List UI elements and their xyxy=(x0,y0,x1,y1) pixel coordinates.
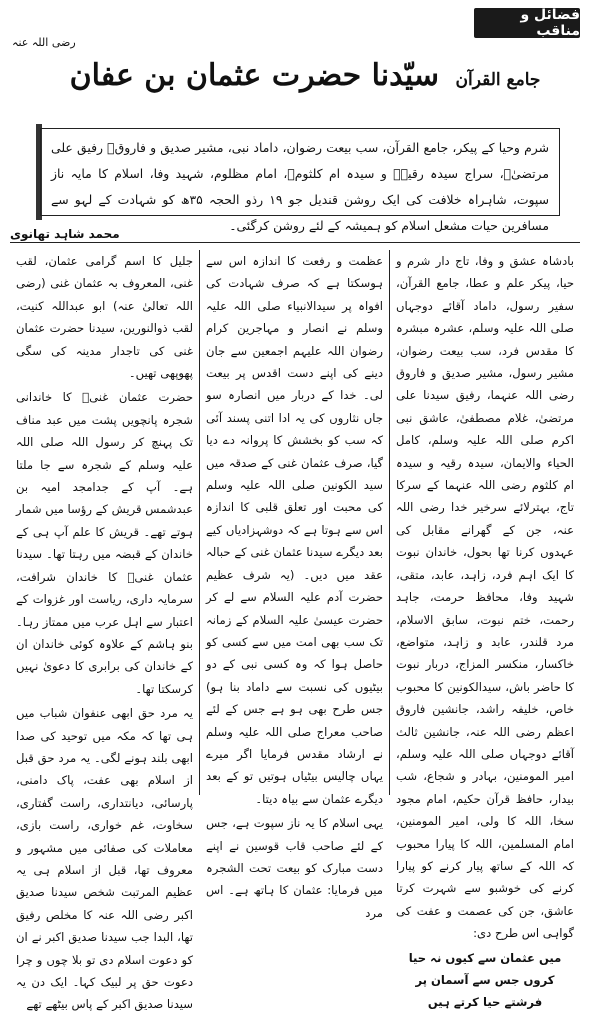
summary-box xyxy=(40,128,560,233)
article-verse: میں عثمان سے کیوں نہ حیا کروں جس سے آسمان پر فرشتے حیا کرتے ہیں xyxy=(408,950,562,1010)
article-column-1 xyxy=(390,250,580,1010)
summary-text: شرم وحیا کے پیکر، جامع القرآن، سب بیعت رضوان، داماد نبی، مشیر صدیق و فاروقؓ رفیق علی مرتضیٰؓ، سراج سیدہ رقیہؓ و سیدہ ام کلثومؓ، امام مظلوم، شہید وفا، اسلام کا مایہ ناز سپوت، شاہراہ خلافت کی ایک روشن قندیل جو ۱۹ رذو الحجہ ۳۵ھ کو شہادت کے لہو سے مسافرین حیات مشعل اسلام کو ہمیشہ کے لئے روشن کرگئی۔ xyxy=(51,140,550,233)
byline-divider xyxy=(10,242,580,243)
author-byline: محمد شاہد تھانوی xyxy=(10,227,120,241)
article-columns xyxy=(10,250,580,1012)
article-paragraph: جلیل کا اسم گرامی عثمان، لقب غنی، المعروف بہ عثمان غنی (رضی اللہ تعالیٰ عنہ) ابو عبداللہ کنیت، لقب ذوالنورین، سیدنا حضرت عثمان غنی کی تاجدار مدینہ کی سگی پھوپھی تھیں۔ xyxy=(16,254,193,381)
article-paragraph: حضرت عثمان غنیؓ کا خاندانی شجرہ پانچویں پشت میں عبد مناف تک پہنچ کر رسول اللہ صلی اللہ علیہ وسلم کے شجرہ سے جا ملتا ہے۔ آپ کے جدامجد امیہ بن عبدشمس قریش کے رؤسا میں شمار ہوتے تھے۔ قریش کا علم آپ ہی کے خاندان کے قبضہ میں رہتا تھا۔ سیدنا عثمان غنیؓ کا خاندان شرافت، سرمایہ داری، ریاست اور غزوات کے اعتبار سے اہل عرب میں ممتاز رہا۔ بنو ہاشم کے علاوہ کوئی خاندان ان کے خاندان کی برابری کا دعویٰ نہیں کرسکتا تھا۔ xyxy=(16,390,193,696)
article-paragraph: بادشاہ عشق و وفا، تاج دار شرم و حیا، پیکر علم و عطا، جامع القرآن، سفیر رسول، داماد آقائے دوجہاں صلی اللہ علیہ وسلم، عشرہ مبشرہ کا مقدس فرد، سب بیعت رضوان، مشیر رسول، مشیر صدیق و فاروق رضی اللہ عنہما، رفیق سیدنا علی مرتضیٰ، غلام مصطفیٰ، عاشق نبی اکرم صلی اللہ علیہ وسلم، کامل الحیاء والایمان، سیدہ رقیہ و سیدہ ام کلثوم رضی اللہ عنہما کے سرکا تاج، بہترلائے سرخیر خدا رضی اللہ عنہ، جن کے گھرانے مقابل کی عہدوں کرنا تھا بحول، خاندان نبوت کا ایک اہم فرد، زاہد، عابد، متقی، شہید وفا، محافظ حرمت، جاہد رحمت، ختم نبوت، سابق الاسلام، مرد قلندر، عابد و زاہد، متواضع، خاکسار، منکسر المزاج، دربار نبوت کا حاضر باش، سیدالکونین کا محبوب خاص، خلیفہ راشد، جانشین فاروق اعظم رضی اللہ عنہ، جانشین ثالث آقائے دوجہاں صلی اللہ علیہ وسلم، امیر المومنین، بہادر و شجاع، شب بیدار، حافظ قرآن حکیم، امام مجود سخا، اللہ کا ولی، امیر المومنین، امام المسلمین، اللہ کا پیارا محبوب کہ اللہ کے ساتھ پیار کرنے کو پیارا کرنے کی خوشبو سے شہرت کرتا عاشق، جن کی عصمت و عفت کی گواہی اس طرح دی: xyxy=(396,254,574,941)
article-column-3 xyxy=(10,250,200,1012)
page-title xyxy=(50,58,560,93)
section-badge: فضائل و مناقب xyxy=(474,8,580,38)
headline-honorific: رضی اللہ عنہ xyxy=(12,36,76,49)
article-paragraph: یہی اسلام کا یہ ناز سپوت ہے، جس کے لئے صاحب قاب قوسین نے اپنے دست مبارک کو بیعت تحت الشجرہ میں فرمایا: عثمان کا ہاتھ ہے۔ اس مرد xyxy=(206,816,383,920)
headline-prefix: جامع القرآن xyxy=(455,70,541,90)
article-paragraph: یہ مرد حق ابھی عنفوان شباب میں ہی تھا کہ مکہ میں توحید کی صدا ابھی بلند ہونے لگی۔ یہ مرد حق قبل از اسلام بھی عفت، پاک دامنی، پارسائی، دیانتداری، راست گفتاری، سخاوت، غم خواری، راست بازی، معاملات کی صفائی میں مشہور و معروف تھا، قبل از اسلام ہی یہ عظیم المرتبت شخص سیدنا صدیق اکبر رضی اللہ عنہ کا مخلص رفیق تھا، البدا جب سیدنا صدیق اکبر نے ان کو دعوت اسلام دی تو بلا چوں و چرا دعوت حق پر لبیک کہا۔ ایک دن یہ سیدنا صدیق اکبر کے پاس بیٹھے تھے xyxy=(16,706,193,1012)
headline-main: سیّدنا حضرت عثمان بن عفان xyxy=(69,58,440,93)
article-paragraph: عظمت و رفعت کا اندازہ اس سے ہوسکتا ہے کہ صرف شہادت کی افواہ پر سیدالانبیاء صلی اللہ علیہ وسلم نے انصار و مہاجرین کرام رضوان اللہ علیہم اجمعین سے جان دینے کی اپنے دست اقدس پر بیعت لی۔ خدا کے دربار میں انصارہ سو جاں نثاروں کی یہ ادا اتنی پسند آئی کہ سب کو بخشش کا پروانہ دے دیا گیا، صرف عثمان غنی کے صدقہ میں سید الکونین صلی اللہ علیہ وسلم کی محبت اور تعلق قلبی کا اندازہ اس سے ہوتا ہے کہ دوشہزادیاں کیے بعد دیگرے سیدنا عثمان غنی کے حبالہ عقد میں دیں۔ (یہ شرف عظیم حضرت آدم علیہ السلام سے لے کر حضرت عیسیٰ علیہ السلام کے زمانہ تک سب بھی امت میں سے کسی کو حاصل ہوا کہ وہ کسی نبی کے دو بیٹیوں کی نسبت سے داماد بنا ہو) جس طرح بھی ہو ہے جس کے لئے صاحب معراج صلی اللہ علیہ وسلم نے ارشاد مقدس فرمایا اگر میرے یہاں چالیس بیٹیاں ہوتیں تو کے بعد دیگرے عثمان سے بیاہ دیتا۔ xyxy=(206,254,383,806)
article-column-2 xyxy=(200,250,390,920)
